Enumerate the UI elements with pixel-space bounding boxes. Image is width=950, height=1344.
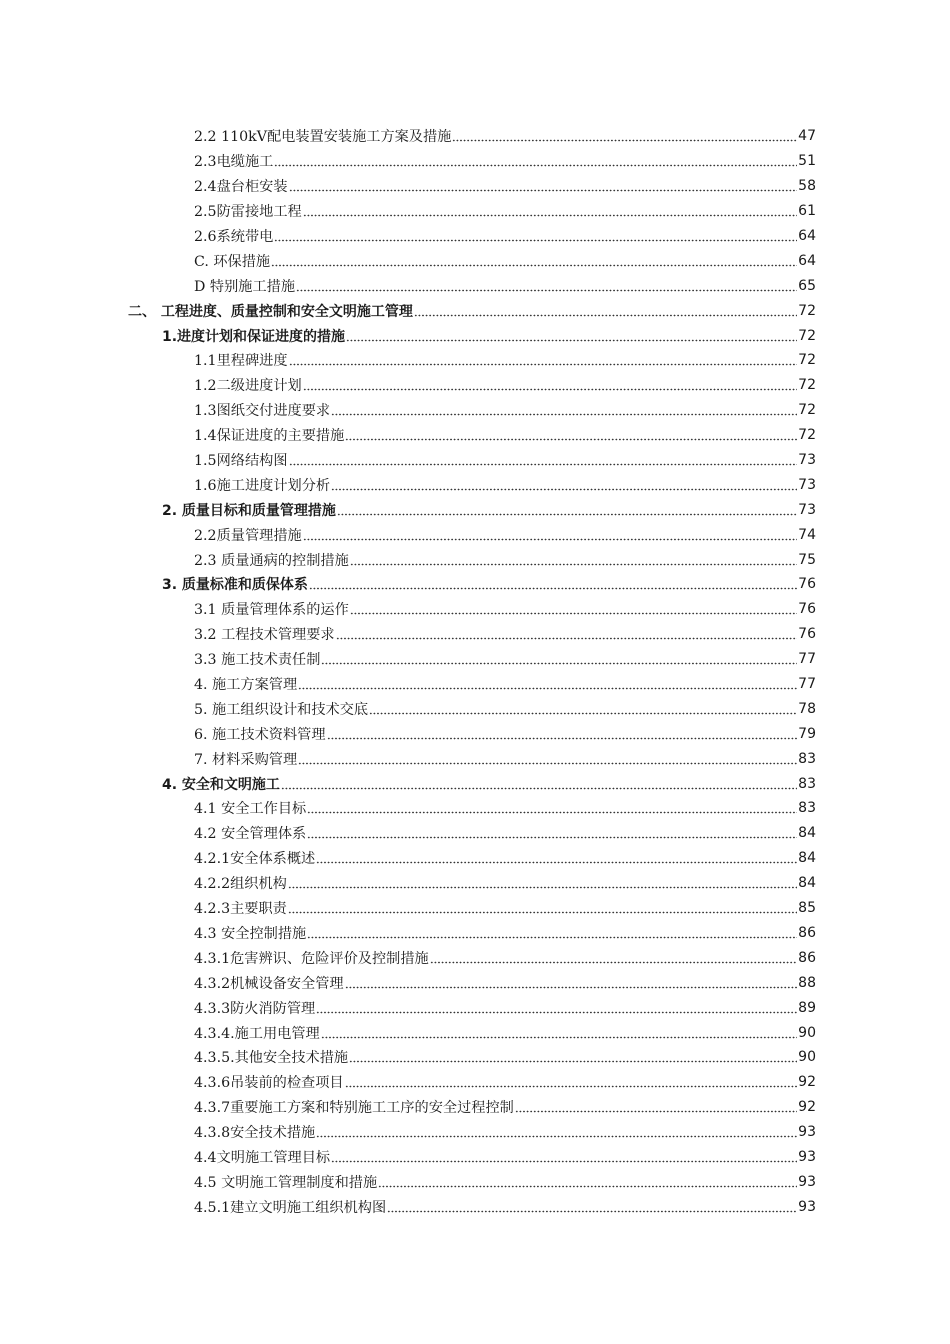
toc-entry-line	[194, 898, 816, 918]
toc-entry[interactable]	[0, 497, 950, 522]
toc-entry-title: 1.2二级进度计划	[194, 378, 302, 395]
toc-entry[interactable]	[0, 696, 950, 721]
dot-leader	[274, 154, 797, 168]
toc-entry-title: 1.4保证进度的主要措施	[194, 428, 345, 445]
toc-page-number: 92	[798, 1099, 816, 1116]
toc-page-number: 90	[798, 1024, 816, 1041]
toc-entry[interactable]	[0, 124, 950, 149]
table-of-contents	[0, 124, 950, 1219]
toc-entry-title: 4.3.5.其他安全技术措施	[194, 1050, 349, 1067]
dot-leader	[349, 1050, 797, 1064]
toc-page-number: 77	[798, 676, 816, 693]
toc-entry[interactable]	[0, 970, 950, 995]
toc-entry[interactable]	[0, 746, 950, 771]
toc-entry-line	[194, 948, 816, 968]
toc-entry-title: 4.5.1建立文明施工组织机构图	[194, 1199, 387, 1216]
toc-entry-line	[194, 1097, 816, 1117]
toc-entry[interactable]	[0, 248, 950, 273]
toc-entry[interactable]	[0, 1120, 950, 1145]
toc-entry[interactable]	[0, 174, 950, 199]
toc-entry-line	[194, 624, 816, 644]
toc-page-number: 64	[798, 228, 816, 244]
toc-entry[interactable]	[0, 348, 950, 373]
toc-entry-title: 4.3.4.施工用电管理	[194, 1025, 320, 1042]
dot-leader	[369, 702, 797, 716]
toc-page-number: 72	[798, 327, 816, 344]
toc-entry[interactable]	[0, 1194, 950, 1219]
toc-entry-line	[194, 1023, 816, 1043]
toc-entry-line	[194, 226, 816, 246]
toc-entry[interactable]	[0, 323, 950, 348]
toc-entry-line	[194, 400, 816, 420]
toc-page-number: 76	[798, 601, 816, 618]
toc-entry-line	[194, 176, 816, 196]
toc-entry-title: 3.3 施工技术责任制	[194, 652, 321, 669]
toc-entry-line	[194, 450, 816, 470]
toc-entry-line	[194, 201, 816, 221]
dot-leader	[350, 602, 797, 616]
toc-entry[interactable]	[0, 1169, 950, 1194]
toc-entry-title: D 特别施工措施	[194, 278, 296, 295]
toc-entry[interactable]	[0, 373, 950, 398]
dot-leader	[274, 229, 797, 243]
toc-entry-line	[128, 301, 816, 321]
dot-leader	[378, 1175, 797, 1189]
toc-page-number: 72	[798, 402, 816, 419]
dot-leader	[298, 752, 797, 766]
dot-leader	[303, 204, 797, 218]
toc-page-number: 92	[798, 1074, 816, 1091]
toc-entry[interactable]	[0, 149, 950, 174]
toc-entry-line	[194, 151, 816, 171]
toc-entry-line	[194, 1072, 816, 1092]
toc-entry-line	[194, 1122, 816, 1142]
toc-entry-line	[194, 973, 816, 993]
dot-leader	[289, 353, 797, 367]
toc-entry-title: 2. 质量目标和质量管理措施	[162, 502, 336, 519]
toc-entry-title: 4. 安全和文明施工	[162, 776, 280, 793]
toc-page-number: 89	[798, 999, 816, 1016]
toc-page-number: 72	[798, 302, 816, 319]
toc-entry[interactable]	[0, 273, 950, 298]
toc-entry-line	[194, 126, 816, 146]
toc-entry-title: 4.3 安全控制措施	[194, 925, 307, 942]
toc-page-number: 90	[798, 1049, 816, 1066]
toc-entry-line	[194, 375, 816, 395]
toc-entry-title: 2.3电缆施工	[194, 154, 274, 171]
toc-entry-title: 1.进度计划和保证进度的措施	[162, 328, 346, 345]
dot-leader	[271, 254, 797, 268]
dot-leader	[289, 179, 797, 193]
toc-entry-line	[194, 998, 816, 1018]
toc-entry-title: 4.3.6吊装前的检查项目	[194, 1075, 344, 1092]
toc-entry-line	[194, 923, 816, 943]
toc-entry-line	[194, 475, 816, 495]
toc-entry-title: 2.2 110kV配电装置安装施工方案及措施	[194, 129, 452, 146]
toc-entry[interactable]	[0, 298, 950, 323]
toc-entry[interactable]	[0, 1070, 950, 1095]
dot-leader	[296, 279, 797, 293]
toc-entry-line	[194, 873, 816, 893]
dot-leader	[452, 129, 797, 143]
toc-page-number: 72	[798, 352, 816, 369]
toc-entry[interactable]	[0, 1020, 950, 1045]
toc-entry-title: 3.2 工程技术管理要求	[194, 627, 335, 644]
toc-page-number: 74	[798, 526, 816, 543]
dot-leader	[321, 1026, 797, 1040]
toc-entry-line	[162, 500, 816, 520]
toc-entry[interactable]	[0, 572, 950, 597]
toc-entry-line	[194, 1047, 816, 1067]
toc-entry-line	[162, 326, 816, 346]
toc-entry[interactable]	[0, 199, 950, 224]
toc-entry-title: 4.2.1安全体系概述	[194, 851, 316, 868]
toc-page-number: 83	[798, 750, 816, 767]
dot-leader	[307, 926, 797, 940]
toc-entry-title: 5. 施工组织设计和技术交底	[194, 701, 369, 718]
toc-page-number: 93	[798, 1173, 816, 1190]
toc-entry[interactable]	[0, 672, 950, 697]
toc-entry-line	[194, 699, 816, 719]
dot-leader	[288, 876, 797, 890]
toc-entry[interactable]	[0, 1045, 950, 1070]
toc-entry-line	[194, 1147, 816, 1167]
dot-leader	[303, 528, 797, 542]
dot-leader	[350, 553, 797, 567]
toc-page-number: 84	[798, 850, 816, 867]
toc-entry-title: 1.3图纸交付进度要求	[194, 403, 331, 420]
toc-page-number: 86	[798, 949, 816, 966]
dot-leader	[414, 304, 797, 318]
toc-entry[interactable]	[0, 771, 950, 796]
toc-entry-title: 1.1里程碑进度	[194, 353, 288, 370]
toc-entry[interactable]	[0, 398, 950, 423]
toc-entry-title: 1.5网络结构图	[194, 453, 288, 470]
toc-entry-line	[162, 574, 816, 594]
toc-entry-line	[194, 649, 816, 669]
toc-entry-line	[194, 251, 816, 271]
toc-entry[interactable]	[0, 1145, 950, 1170]
toc-entry[interactable]	[0, 522, 950, 547]
toc-entry-title: 二、 工程进度、质量控制和安全文明施工管理	[128, 303, 413, 320]
toc-page-number: 77	[798, 651, 816, 668]
toc-entry-line	[194, 425, 816, 445]
toc-entry-title: 4.2.2组织机构	[194, 876, 287, 893]
toc-entry[interactable]	[0, 597, 950, 622]
toc-entry-title: 4.3.3防火消防管理	[194, 1000, 316, 1017]
dot-leader	[307, 801, 797, 815]
toc-entry[interactable]	[0, 821, 950, 846]
dot-leader	[281, 777, 797, 791]
toc-page-number: 72	[798, 427, 816, 444]
toc-entry[interactable]	[0, 945, 950, 970]
toc-page-number: 86	[798, 924, 816, 941]
toc-page-number: 93	[798, 1124, 816, 1141]
toc-entry-line	[194, 1197, 816, 1217]
toc-entry[interactable]	[0, 921, 950, 946]
toc-entry-line	[194, 749, 816, 769]
toc-entry-title: 2.2质量管理措施	[194, 527, 302, 544]
toc-entry[interactable]	[0, 448, 950, 473]
dot-leader	[321, 652, 797, 666]
dot-leader	[345, 428, 797, 442]
toc-page-number: 79	[798, 725, 816, 742]
dot-leader	[515, 1100, 797, 1114]
toc-entry-title: 4.4文明施工管理目标	[194, 1149, 331, 1166]
toc-entry-line	[194, 525, 816, 545]
toc-entry-line	[194, 674, 816, 694]
toc-entry-title: 4.3.7重要施工方案和特别施工工序的安全过程控制	[194, 1100, 514, 1117]
toc-page-number: 83	[798, 775, 816, 792]
toc-entry-line	[194, 848, 816, 868]
toc-entry-line	[194, 599, 816, 619]
toc-page-number: 78	[798, 700, 816, 717]
dot-leader	[288, 901, 797, 915]
toc-entry[interactable]	[0, 871, 950, 896]
toc-entry-title: 2.5防雷接地工程	[194, 204, 302, 221]
dot-leader	[345, 976, 797, 990]
toc-entry[interactable]	[0, 796, 950, 821]
dot-leader	[387, 1200, 797, 1214]
toc-page-number: 64	[798, 252, 816, 269]
toc-entry-title: 7. 材料采购管理	[194, 751, 298, 768]
toc-page-number: 84	[798, 825, 816, 842]
toc-entry-title: 1.6施工进度计划分析	[194, 477, 331, 494]
toc-entry-line	[194, 1172, 816, 1192]
toc-entry-line	[194, 823, 816, 843]
toc-page-number: 51	[798, 153, 816, 170]
dot-leader	[336, 627, 797, 641]
toc-entry[interactable]	[0, 472, 950, 497]
dot-leader	[345, 1075, 797, 1089]
toc-entry-title: 4.3.1危害辨识、危险评价及控制措施	[194, 950, 429, 967]
toc-entry[interactable]	[0, 622, 950, 647]
toc-entry-line	[194, 350, 816, 370]
toc-entry-title: 4.3.8安全技术措施	[194, 1125, 316, 1142]
dot-leader	[289, 453, 797, 467]
dot-leader	[316, 851, 797, 865]
dot-leader	[316, 1125, 797, 1139]
dot-leader	[327, 727, 797, 741]
toc-page-number: 65	[798, 277, 816, 294]
toc-entry-title: 3. 质量标准和质保体系	[162, 577, 308, 594]
toc-page-number: 93	[798, 1198, 816, 1215]
toc-entry-title: 4.2.3主要职责	[194, 901, 287, 918]
toc-entry-title: 3.1 质量管理体系的运作	[194, 602, 349, 619]
toc-page-number: 83	[798, 800, 816, 817]
toc-page-number: 58	[798, 178, 816, 195]
toc-page-number: 85	[798, 900, 816, 917]
toc-entry-title: C. 环保措施	[194, 253, 271, 270]
toc-page-number: 73	[798, 452, 816, 469]
toc-entry[interactable]	[0, 846, 950, 871]
dot-leader	[346, 329, 797, 343]
toc-entry-line	[194, 798, 816, 818]
toc-page-number: 84	[798, 875, 816, 892]
toc-entry[interactable]	[0, 423, 950, 448]
dot-leader	[309, 577, 797, 591]
toc-entry-title: 2.4盘台柜安装	[194, 179, 288, 196]
toc-entry-title: 4.2 安全管理体系	[194, 826, 307, 843]
dot-leader	[430, 951, 797, 965]
toc-page-number: 73	[798, 476, 816, 493]
toc-entry[interactable]	[0, 896, 950, 921]
toc-entry-line	[162, 774, 816, 794]
toc-entry-title: 2.3 质量通病的控制措施	[194, 552, 349, 569]
toc-entry[interactable]	[0, 1095, 950, 1120]
dot-leader	[331, 403, 797, 417]
dot-leader	[307, 826, 797, 840]
toc-entry-title: 4.5 文明施工管理制度和措施	[194, 1174, 378, 1191]
toc-page-number: 73	[798, 501, 816, 518]
dot-leader	[337, 503, 797, 517]
toc-entry[interactable]	[0, 547, 950, 572]
toc-entry[interactable]	[0, 721, 950, 746]
toc-page-number: 47	[798, 128, 816, 145]
toc-page-number: 76	[798, 576, 816, 593]
toc-entry-line	[194, 276, 816, 296]
toc-page-number: 72	[798, 377, 816, 394]
toc-entry[interactable]	[0, 647, 950, 672]
toc-entry-title: 4.3.2机械设备安全管理	[194, 975, 344, 992]
toc-page-number: 88	[798, 974, 816, 991]
toc-entry-title: 2.6系统带电	[194, 229, 274, 245]
toc-page-number: 76	[798, 626, 816, 643]
dot-leader	[303, 378, 797, 392]
dot-leader	[316, 1001, 797, 1015]
toc-entry[interactable]	[0, 224, 950, 249]
toc-entry-title: 4.1 安全工作目标	[194, 801, 307, 818]
toc-entry[interactable]	[0, 995, 950, 1020]
toc-entry-line	[194, 724, 816, 744]
toc-entry-line	[194, 550, 816, 570]
toc-page-number: 61	[798, 203, 816, 220]
toc-page-number: 75	[798, 551, 816, 568]
toc-entry-title: 4. 施工方案管理	[194, 677, 298, 694]
dot-leader	[331, 478, 797, 492]
toc-entry-title: 6. 施工技术资料管理	[194, 726, 326, 743]
dot-leader	[331, 1150, 797, 1164]
toc-page-number: 93	[798, 1148, 816, 1165]
dot-leader	[298, 677, 797, 691]
